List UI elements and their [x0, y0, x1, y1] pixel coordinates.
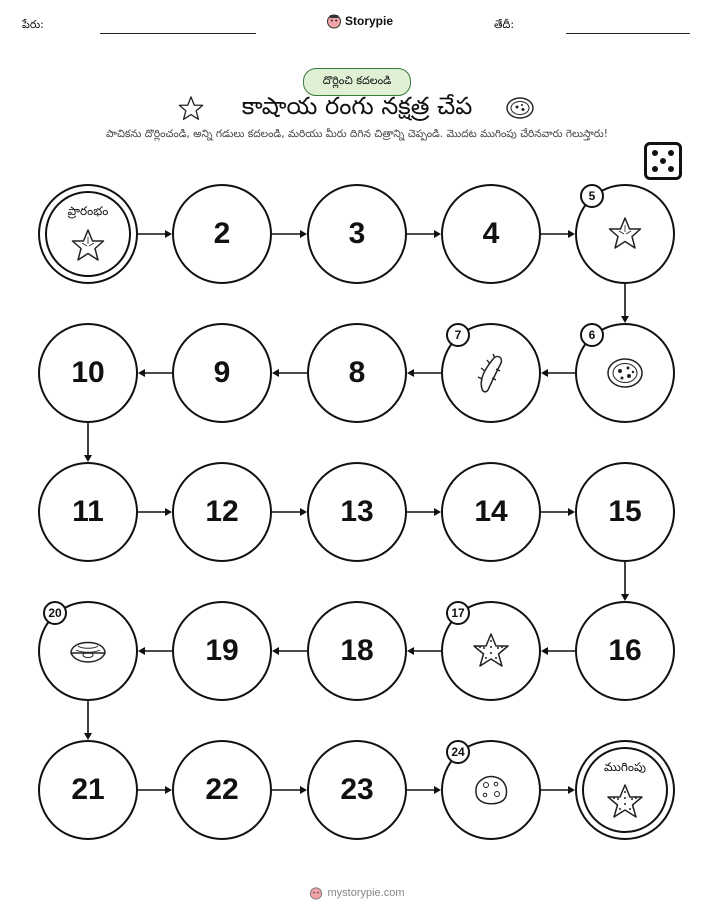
brand-name: Storypie	[345, 14, 394, 28]
path-arrow	[272, 647, 307, 655]
space-number: 2	[213, 217, 231, 250]
path-arrow	[541, 647, 575, 655]
sea-cucumber-icon	[469, 351, 513, 395]
space-number: 12	[205, 495, 239, 528]
path-arrow	[541, 230, 575, 238]
path-arrow	[138, 230, 172, 238]
path-arrow	[138, 647, 172, 655]
start-label: ప్రారంభం	[67, 204, 109, 218]
board-space-9[interactable]	[172, 323, 272, 423]
path-arrow	[541, 508, 575, 516]
board-space-22[interactable]	[172, 740, 272, 840]
space-number: 8	[348, 356, 366, 389]
board-space-16[interactable]	[575, 601, 675, 701]
finish-label: ముగింపు	[604, 760, 646, 774]
path-arrow	[272, 786, 307, 794]
date-label: తేదీ:	[494, 18, 515, 31]
path-arrow	[621, 562, 629, 601]
start-space[interactable]	[38, 184, 138, 284]
board-space-4[interactable]	[441, 184, 541, 284]
board-space-12[interactable]	[172, 462, 272, 562]
space-number: 3	[348, 217, 366, 250]
board-space-24[interactable]	[441, 740, 541, 840]
starfish-icon	[66, 224, 110, 268]
board-space-14[interactable]	[441, 462, 541, 562]
footer	[0, 886, 714, 900]
path-arrow	[138, 369, 172, 377]
space-number: 4	[482, 217, 500, 250]
board-space-20[interactable]	[38, 601, 138, 701]
path-arrow	[84, 701, 92, 740]
space-number: 14	[474, 495, 508, 528]
space-number-badge: 5	[580, 184, 604, 208]
board-space-3[interactable]	[307, 184, 407, 284]
path-arrow	[407, 369, 441, 377]
path-arrow	[272, 230, 307, 238]
space-number: 9	[213, 356, 231, 389]
board-space-18[interactable]	[307, 601, 407, 701]
path-arrow	[407, 230, 441, 238]
space-number: 10	[71, 356, 105, 389]
space-number: 19	[205, 634, 239, 667]
name-label: పేరు:	[22, 18, 44, 31]
board-space-6[interactable]	[575, 323, 675, 423]
footer-url: mystorypie.com	[327, 887, 405, 899]
page-title: కాషాయ రంగు నక్షత్ర చేప	[241, 92, 473, 120]
path-arrow	[541, 786, 575, 794]
space-number-badge: 24	[446, 740, 470, 764]
spotted-starfish-icon	[469, 629, 513, 673]
space-number: 22	[205, 773, 239, 806]
path-arrow	[621, 284, 629, 323]
starfish-icon	[603, 212, 647, 256]
board-space-5[interactable]	[575, 184, 675, 284]
space-number: 15	[608, 495, 642, 528]
pizza-icon	[603, 351, 647, 395]
path-arrow	[407, 647, 441, 655]
board-space-17[interactable]	[441, 601, 541, 701]
space-number-badge: 17	[446, 601, 470, 625]
board-space-15[interactable]	[575, 462, 675, 562]
board-space-23[interactable]	[307, 740, 407, 840]
space-number-badge: 6	[580, 323, 604, 347]
space-number: 13	[340, 495, 374, 528]
path-arrow	[407, 508, 441, 516]
board-space-21[interactable]	[38, 740, 138, 840]
space-number: 16	[608, 634, 642, 667]
path-arrow	[541, 369, 575, 377]
space-number: 23	[340, 773, 374, 806]
path-arrow	[272, 369, 307, 377]
board-space-13[interactable]	[307, 462, 407, 562]
storypie-mascot-icon	[309, 886, 323, 900]
space-number: 18	[340, 634, 374, 667]
space-number: 21	[71, 773, 105, 806]
finish-space[interactable]	[575, 740, 675, 840]
board-space-8[interactable]	[307, 323, 407, 423]
space-number: 11	[72, 495, 104, 528]
board-space-19[interactable]	[172, 601, 272, 701]
path-arrow	[407, 786, 441, 794]
instructions: పాచికను దొర్లించండి, అన్ని గడులు కదలండి, మరియు మీరు దిగిన చిత్రాన్ని చెప్పండి. మొదట ముగింపు చేరినవారు గెలుస్తారు!	[106, 128, 608, 140]
board-space-10[interactable]	[38, 323, 138, 423]
path-arrow	[138, 786, 172, 794]
board-space-7[interactable]	[441, 323, 541, 423]
space-number-badge: 20	[43, 601, 67, 625]
clam-icon	[66, 629, 110, 673]
board-space-11[interactable]	[38, 462, 138, 562]
path-arrow	[272, 508, 307, 516]
roll-and-move-badge: దొర్లించి కదలండి	[303, 68, 411, 96]
path-arrow	[138, 508, 172, 516]
space-number-badge: 7	[446, 323, 470, 347]
path-arrow	[84, 423, 92, 462]
spotted-starfish-icon	[603, 780, 647, 824]
cookie-icon	[469, 768, 513, 812]
board-space-2[interactable]	[172, 184, 272, 284]
